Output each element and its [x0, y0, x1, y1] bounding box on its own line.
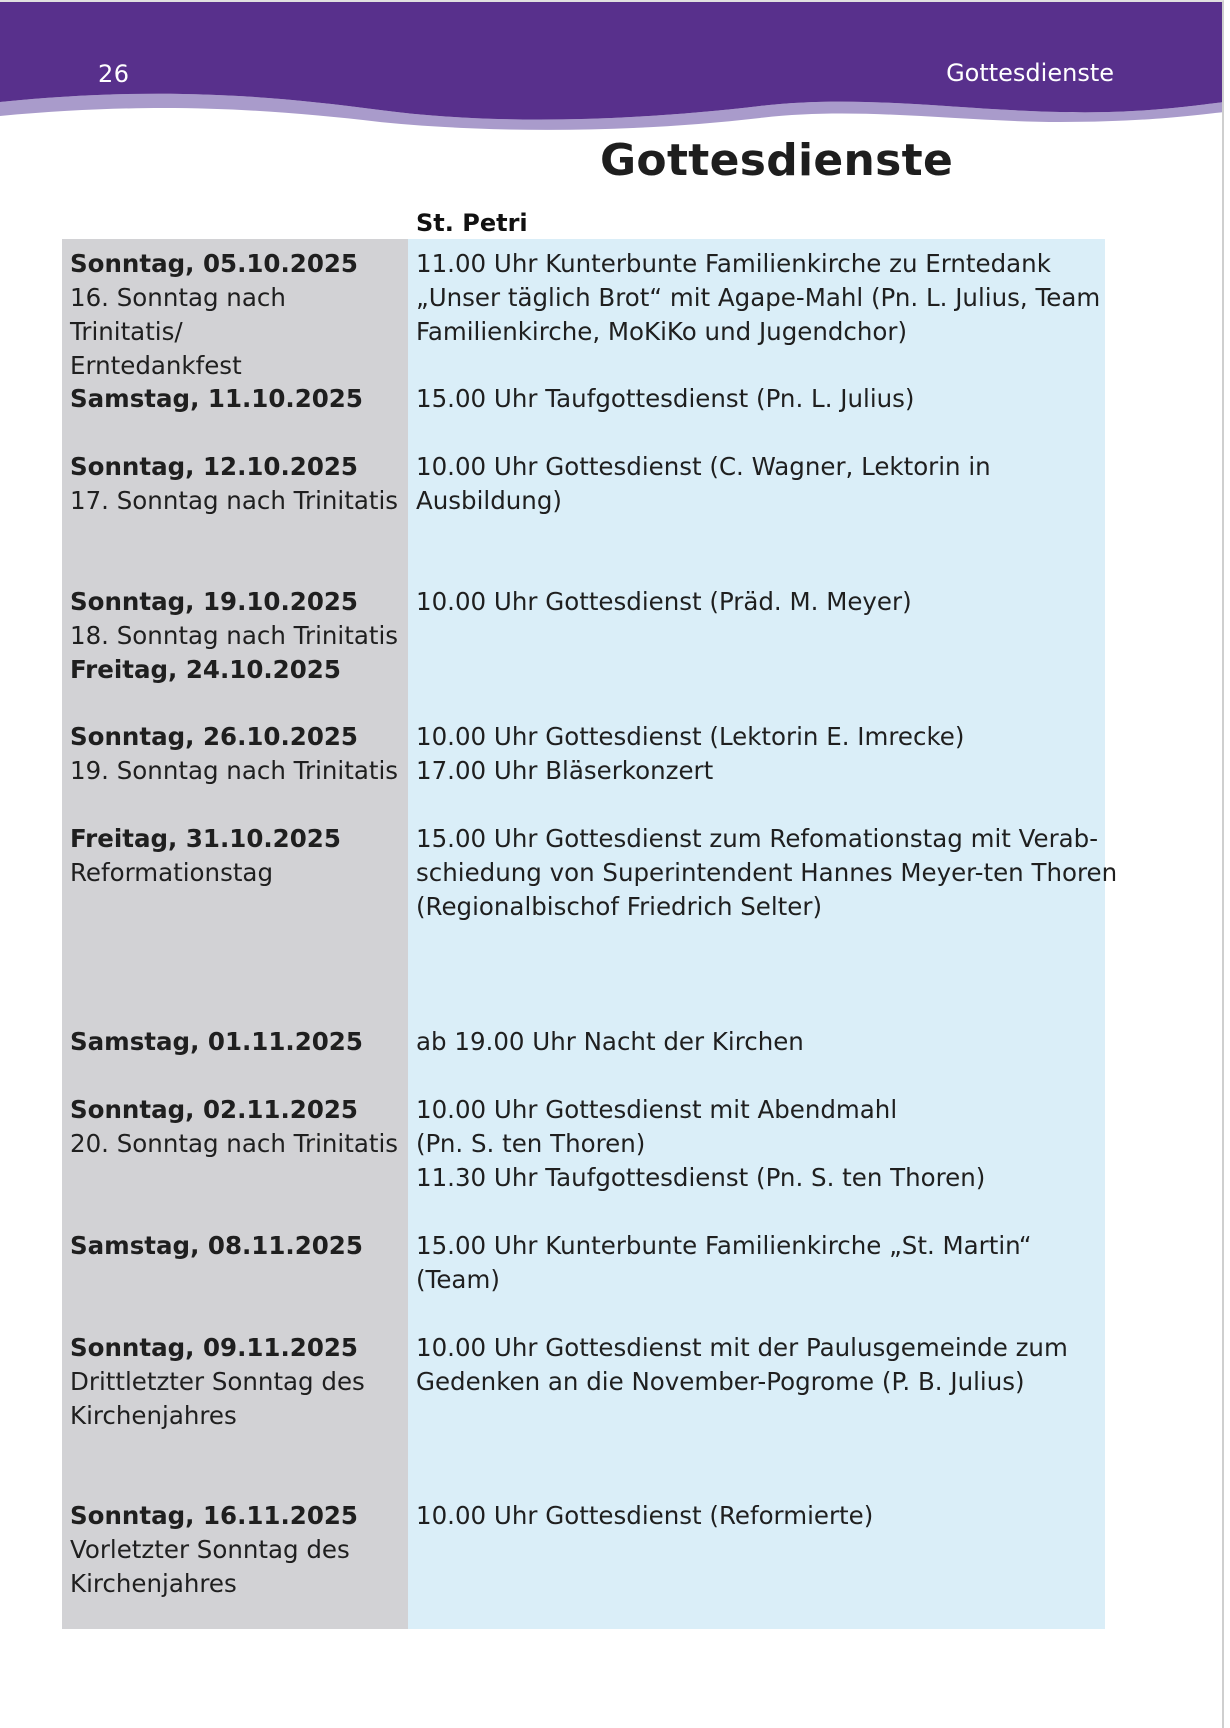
service-date: Samstag, 01.11.2025 — [70, 1027, 363, 1056]
service-date: Freitag, 31.10.2025 — [70, 824, 341, 853]
service-date: Sonntag, 19.10.2025 — [70, 587, 358, 616]
service-cell — [416, 247, 1106, 349]
day-cell — [70, 1331, 405, 1433]
service-line: 15.00 Uhr Gottesdienst zum Refomationstag mit Verab- — [416, 824, 1099, 853]
day-cell — [70, 1229, 405, 1263]
liturgical-day: Reformationstag — [70, 858, 273, 887]
service-line: „Unser täglich Brot“ mit Agape-Mahl (Pn. L. Julius, Team — [416, 283, 1101, 312]
service-cell — [416, 1331, 1106, 1399]
liturgical-day: 18. Sonntag nach Trinitatis — [70, 621, 399, 650]
service-line: 10.00 Uhr Gottesdienst (Reformierte) — [416, 1501, 874, 1530]
page-title: Gottesdienste — [600, 135, 954, 186]
liturgical-day: Kirchenjahres — [70, 1401, 237, 1430]
service-line: (Team) — [416, 1265, 500, 1294]
service-date: Sonntag, 02.11.2025 — [70, 1095, 358, 1124]
day-cell — [70, 382, 405, 416]
service-line: 11.30 Uhr Taufgottesdienst (Pn. S. ten Thoren) — [416, 1163, 986, 1192]
liturgical-day: 19. Sonntag nach Trinitatis — [70, 756, 399, 785]
service-cell — [416, 585, 1106, 619]
liturgical-day: 16. Sonntag nach Trinitatis/ — [70, 283, 286, 346]
service-cell — [416, 720, 1106, 788]
service-line: ab 19.00 Uhr Nacht der Kirchen — [416, 1027, 804, 1056]
service-cell — [416, 450, 1106, 518]
service-date: Samstag, 08.11.2025 — [70, 1231, 363, 1260]
day-cell — [70, 247, 405, 383]
section-label: Gottesdienste — [946, 59, 1114, 87]
service-line: 17.00 Uhr Bläserkonzert — [416, 756, 714, 785]
service-line: 10.00 Uhr Gottesdienst (Lektorin E. Imrecke) — [416, 722, 965, 751]
service-line: (Regionalbischof Friedrich Selter) — [416, 892, 822, 921]
liturgical-day: Vorletzter Sonntag des — [70, 1535, 350, 1564]
day-cell — [70, 720, 405, 788]
service-line: Gedenken an die November-Pogrome (P. B. Julius) — [416, 1367, 1025, 1396]
day-cell — [70, 1093, 405, 1161]
liturgical-day: Drittletzter Sonntag des — [70, 1367, 365, 1396]
service-line: Ausbildung) — [416, 486, 562, 515]
page-number: 26 — [98, 60, 130, 88]
day-cell — [70, 822, 405, 890]
service-date: Sonntag, 05.10.2025 — [70, 249, 358, 278]
service-line: (Pn. S. ten Thoren) — [416, 1129, 646, 1158]
service-line: 10.00 Uhr Gottesdienst (C. Wagner, Lektorin in — [416, 452, 991, 481]
service-line: 10.00 Uhr Gottesdienst (Präd. M. Meyer) — [416, 587, 912, 616]
service-column-background — [408, 239, 1118, 1629]
column-header-st-petri: St. Petri — [416, 209, 528, 237]
day-cell — [70, 1025, 405, 1059]
service-line: Familienkirche, MoKiKo und Jugendchor) — [416, 317, 908, 346]
day-cell — [70, 585, 405, 653]
service-line: 15.00 Uhr Taufgottesdienst (Pn. L. Julius) — [416, 384, 915, 413]
liturgical-day: Erntedankfest — [70, 351, 242, 380]
day-cell — [70, 653, 405, 687]
service-date: Freitag, 24.10.2025 — [70, 655, 341, 684]
service-cell — [416, 1229, 1106, 1297]
service-line: 11.00 Uhr Kunterbunte Familienkirche zu Erntedank — [416, 249, 1051, 278]
service-line: 10.00 Uhr Gottesdienst mit der Paulusgemeinde zum — [416, 1333, 1068, 1362]
service-date: Sonntag, 09.11.2025 — [70, 1333, 358, 1362]
liturgical-day: Kirchenjahres — [70, 1569, 237, 1598]
service-date: Samstag, 11.10.2025 — [70, 384, 363, 413]
day-cell — [70, 450, 405, 518]
service-date: Sonntag, 26.10.2025 — [70, 722, 358, 751]
service-line: 15.00 Uhr Kunterbunte Familienkirche „St. Martin“ — [416, 1231, 1032, 1260]
service-line: 10.00 Uhr Gottesdienst mit Abendmahl — [416, 1095, 898, 1124]
header-band — [0, 2, 1224, 132]
liturgical-day: 17. Sonntag nach Trinitatis — [70, 486, 399, 515]
service-cell — [416, 1093, 1106, 1195]
liturgical-day: 20. Sonntag nach Trinitatis — [70, 1129, 399, 1158]
service-line: schiedung von Superintendent Hannes Meyer-ten Thoren — [416, 858, 1118, 887]
service-cell — [416, 1499, 1106, 1533]
service-schedule — [62, 239, 1118, 1629]
service-cell — [416, 822, 1118, 924]
day-cell — [70, 1499, 405, 1601]
service-cell — [416, 1025, 1106, 1059]
service-date: Sonntag, 16.11.2025 — [70, 1501, 358, 1530]
service-cell — [416, 382, 1106, 416]
service-date: Sonntag, 12.10.2025 — [70, 452, 358, 481]
